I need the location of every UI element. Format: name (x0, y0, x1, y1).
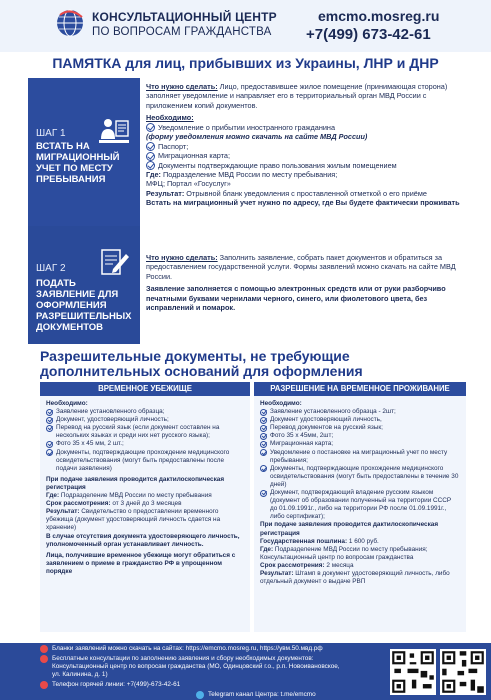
step2-number: ШАГ 2 (36, 263, 66, 274)
header (0, 0, 491, 52)
org-name-line1: КОНСУЛЬТАЦИОННЫЙ ЦЕНТР (92, 10, 277, 24)
left-final-note: Лица, получившие временное убежище могут обратиться с заявлением о приеме в гражданство РФ в упрощенном порядке (46, 551, 236, 575)
footer (0, 643, 491, 700)
step2-title: ПОДАТЬ ЗАЯВЛЕНИЕ ДЛЯ ОФОРМЛЕНИЯ РАЗРЕШИТЕЛЬНЫХ ДОКУМЕНТОВ (36, 278, 132, 333)
globe-logo-icon (56, 9, 84, 37)
qr-code-icon[interactable] (440, 649, 486, 695)
consultation-icon (40, 655, 48, 663)
step1-what-text: Лицо, предоставившее жилое помещение (принимающая сторона) заполняет уведомление и направляет его в территориальный орган МВД России с приложением копий документов. (146, 82, 448, 110)
check-icon (46, 409, 53, 416)
left-dacty: При подаче заявления проводится дактилоскопическая регистрация (46, 475, 225, 491)
check-icon (260, 409, 267, 416)
page-title: ПАМЯТКА для лиц, прибывших из Украины, ЛНР и ДНР (52, 55, 439, 71)
list-item: Фото 35 х 45мм, 2шт; (260, 432, 460, 440)
phone-number[interactable]: +7(499) 673-42-61 (306, 26, 431, 43)
step1-box (28, 78, 140, 230)
right-dacty: При подаче заявления проводится дактилоскопическая регистрация (260, 521, 439, 537)
temporary-residence-column: РАЗРЕШЕНИЕ НА ВРЕМЕННОЕ ПРОЖИВАНИЕ Необходимо: Заявление установленного образца - 2шт; Документ удостоверяющий личность, Перевод документов на русский язык; Фото 35 х 45мм, 2шт; Миграционная карта; Уведомление о постановке на миграционный учет по месту пребывания; Документы, подтверждающие прохождение медицинского освидетельствования (могут быть предоставлены в течение 30 дней) Документ, подтверждающий владение русским языком (документ об образовании полученный на территории СССР до 01.09.1991г., либо на территории РФ после 01.09.1991г., либо сертификат); При подаче заявления проводится дактилоскопическая регистрация Государственная пошлина: 1 600 руб. Где: Подразделение МВД России по месту пребывания; Консультационный центр по вопросам гражданства Срок рассмотрения: 2 месяца Результат: Штамп в документ удостоверяющий личность, либо отдельный документ о выдаче РВП (254, 382, 466, 632)
step2-note: Заявление заполняется с помощью электронных средств или от руки разборчиво печатными буквами чернилами черного, синего, или фиолетового цвета, без исправлений и помарок. (146, 284, 446, 313)
check-icon (146, 142, 155, 151)
step1-number: ШАГ 1 (36, 128, 66, 139)
download-icon (40, 645, 48, 653)
left-where-text: Подразделение МВД России по месту пребывания (60, 492, 212, 500)
section2-title: Разрешительные документы, не требующие дополнительных оснований для оформления (40, 348, 363, 379)
qr-code-icon[interactable] (390, 649, 436, 695)
check-icon (146, 123, 155, 132)
check-icon (46, 425, 53, 432)
footer-telegram[interactable]: Telegram канал Центра: t.me/emcmo (208, 691, 316, 698)
check-icon (46, 449, 53, 456)
org-name-line2: ПО ВОПРОСАМ ГРАЖДАНСТВА (92, 26, 272, 38)
footer-download-links[interactable]: Бланки заявлений можно скачать на сайтах: https://emcmo.mosreg.ru, https://увм.50.мвд.рф (52, 645, 323, 652)
list-item: Документ удостоверяющий личность, (260, 416, 460, 424)
check-icon (260, 425, 267, 432)
list-item: Документ, удостоверяющий личность; (46, 416, 244, 424)
check-icon (46, 441, 53, 448)
check-icon (260, 433, 267, 440)
site-link[interactable]: emcmo.mosreg.ru (318, 8, 440, 24)
step1-what-label: Что нужно сделать: (146, 82, 218, 91)
step1-where-label: Где: (146, 170, 161, 180)
step1-final-note: Встать на миграционный учет нужно по адресу, где Вы будете фактически проживать (146, 198, 460, 208)
left-needed-label: Необходимо: (46, 400, 88, 407)
list-item: Документы, подтверждающие прохождение медицинского освидетельствования (могут быть предоставлены после подачи заявления) (46, 449, 244, 473)
check-icon (260, 490, 267, 497)
footer-consultation: Бесплатные консультации по заполнению заявления и сбору необходимых документов: (52, 655, 314, 662)
list-item: Уведомление о прибытии иностранного гражданина (146, 123, 464, 133)
check-icon (260, 417, 267, 424)
step1-mfc: МФЦ; Портал «Госуслуг» (146, 179, 231, 189)
step2-content (146, 253, 464, 312)
list-item: Паспорт; (146, 142, 464, 152)
telegram-icon (196, 691, 204, 699)
list-item: Уведомление о постановке на миграционный учет по месту пребывания; (260, 449, 460, 465)
step1-where-text: Подразделение МВД России по месту пребывания; (163, 170, 338, 180)
check-icon (46, 417, 53, 424)
right-where-text: Подразделение МВД России по месту пребывания; Консультационный центр по вопросам гражданства (260, 545, 428, 561)
list-item: Перевод на русский язык (если документ составлен на нескольких языках и среди них нет русского языка); (46, 424, 244, 440)
temporary-residence-header: РАЗРЕШЕНИЕ НА ВРЕМЕННОЕ ПРОЖИВАНИЕ (254, 382, 466, 396)
right-fee-text: 1 600 руб. (348, 537, 379, 545)
list-item: Миграционная карта; (146, 151, 464, 161)
footer-hotline[interactable]: Телефон горячей линии: +7(499)-673-42-61 (52, 681, 181, 688)
document-pen-icon (96, 246, 132, 282)
phone-icon (40, 681, 48, 689)
check-icon (146, 161, 155, 170)
step2-box (28, 226, 140, 344)
list-item: Перевод документов на русский язык; (260, 424, 460, 432)
step1-title: ВСТАТЬ НА МИГРАЦИОННЫЙ УЧЕТ ПО МЕСТУ ПРЕБЫВАНИЯ (36, 141, 120, 185)
right-term-text: 2 месяца (326, 561, 354, 569)
temporary-asylum-header: ВРЕМЕННОЕ УБЕЖИЩЕ (40, 382, 250, 396)
step1-content (146, 82, 464, 208)
list-item: Документы подтверждающие право пользования жилым помещением (146, 161, 464, 171)
list-item: Фото 35 х 45 мм, 2 шт.; (46, 440, 244, 448)
list-item: Документы, подтверждающие прохождение медицинского освидетельствования (могут быть предоставлены в течение 30 дней) (260, 465, 460, 489)
list-item: Заявление установленного образца; (46, 408, 244, 416)
step1-result-label: Результат: (146, 188, 185, 198)
step2-what-text: Заполнить заявление, собрать пакет документов и обратиться за предоставлением государственной услуги. Формы заявлений можно скачать на сайте МВД России. (146, 253, 456, 281)
check-icon (260, 441, 267, 448)
step1-needed-label: Необходимо: (146, 113, 194, 123)
right-needed-label: Необходимо: (260, 400, 302, 407)
step2-what-label: Что нужно сделать: (146, 253, 218, 262)
list-item: Заявление установленного образца - 2шт; (260, 408, 460, 416)
left-term-text: от 3 дней до 3 месяцев (112, 500, 182, 508)
footer-address-line2: ул. Калинина, д. 1) (52, 671, 108, 678)
list-item: Документ, подтверждающий владение русским языком (документ об образовании полученный на территории СССР до 01.09.1991г., либо на территории РФ после 01.09.1991г., либо сертификат); (260, 489, 460, 521)
step1-form-note: (форму уведомления можно скачать на сайте МВД России) (146, 132, 368, 142)
check-icon (260, 449, 267, 456)
left-result-text: Свидетельство о предоставлении временного убежища (документ удостоверяющий личность сдается на хранение) (46, 508, 221, 532)
footer-address-line1: Консультационный центр по вопросам гражданства (МО, Одинцовский г.о., р.п. Новоивановское, (52, 663, 340, 670)
right-result-text: Штамп в документ удостоверяющий личность, либо отдельный документ о выдаче РВП (260, 569, 450, 586)
check-icon (260, 465, 267, 472)
step1-result-text: Отрывной бланк уведомления с проставленной отметкой о его приёме (186, 188, 427, 198)
temporary-asylum-column: ВРЕМЕННОЕ УБЕЖИЩЕ Необходимо: Заявление установленного образца; Документ, удостоверяющий личность; Перевод на русский язык (если документ составлен на нескольких языках и среди них нет русского языка); Фото 35 х 45 мм, 2 шт.; Документы, подтверждающие прохождение медицинского освидетельствования (могут быть предоставлены после подачи заявления) При подаче заявления проводится дактилоскопическая регистрация Где: Подразделение МВД России по месту пребывания Срок рассмотрения: от 3 дней до 3 месяцев Результат: Свидетельство о предоставлении временного убежища (документ удостоверяющий личность сдается на хранение) В случае отсутствия документа удостоверяющего личность, уполномоченный орган устанавливает личность. Лица, получившие временное убежище могут обратиться с заявлением о приеме в гражданство РФ в упрощенном порядке (40, 382, 250, 632)
left-absence-note: В случае отсутствия документа удостоверяющего личность, уполномоченный орган устанавливает личность. (46, 532, 240, 548)
list-item: Миграционная карта; (260, 440, 460, 448)
check-icon (146, 152, 155, 161)
